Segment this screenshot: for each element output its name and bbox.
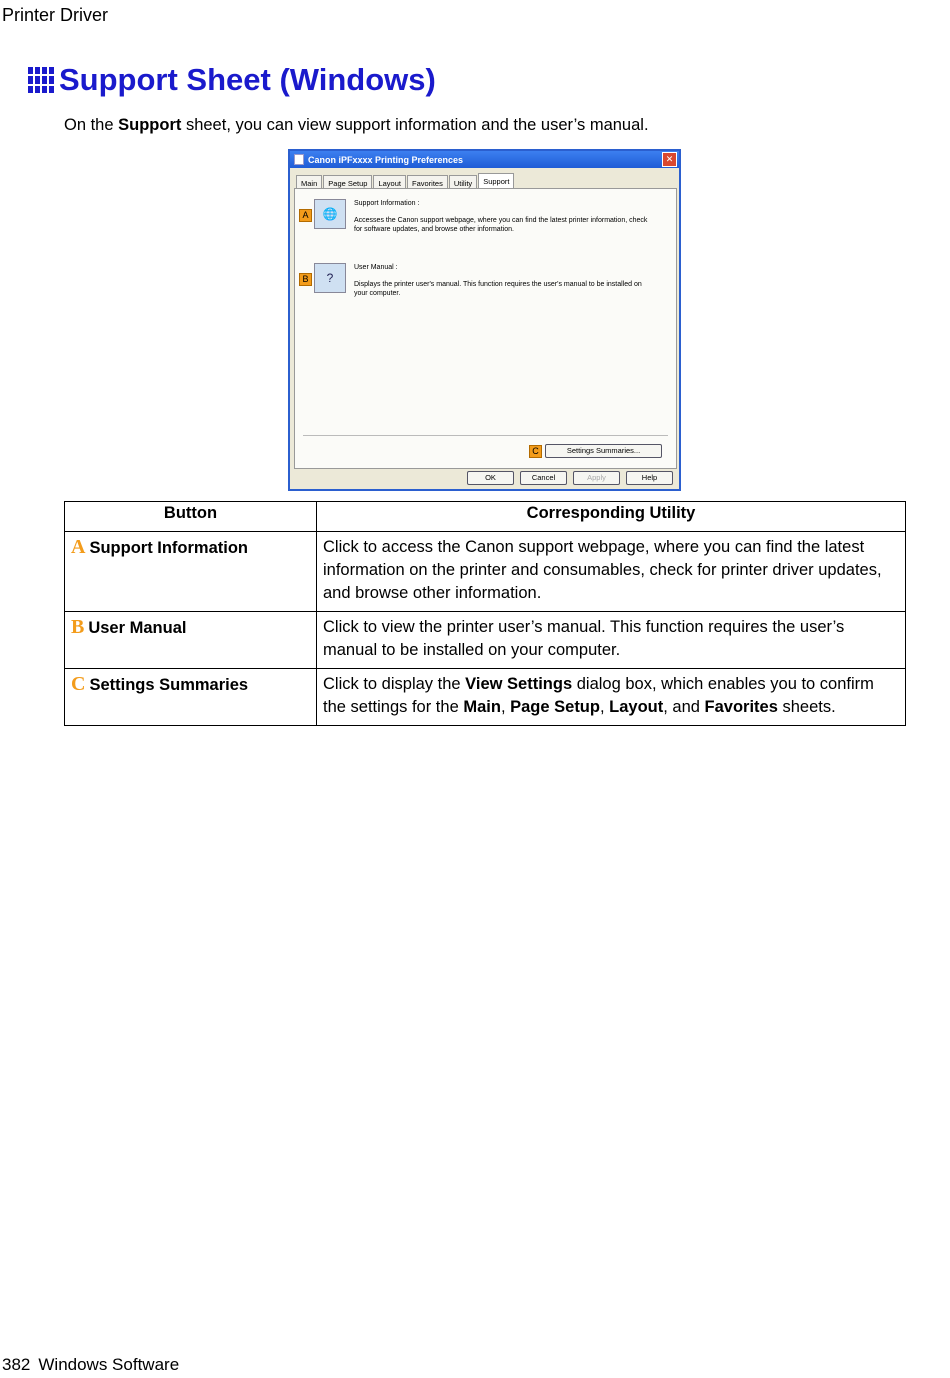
section-grid-icon (28, 67, 54, 93)
footer-section: Windows Software (38, 1355, 180, 1374)
button-name: User Manual (88, 619, 187, 637)
tab-utility[interactable]: Utility (449, 175, 477, 191)
desc-text: Click to display the (323, 675, 466, 693)
table-row (65, 669, 906, 726)
row-letter: A (71, 536, 86, 558)
dialog-footer (467, 471, 673, 485)
tab-favorites[interactable]: Favorites (407, 175, 448, 191)
tab-support[interactable]: Support (478, 173, 514, 191)
desc-text: , (500, 698, 511, 716)
row-letter: B (71, 616, 85, 638)
desc-text: , (599, 698, 610, 716)
printing-preferences-dialog (288, 149, 681, 491)
user-manual-icon[interactable]: ? (314, 263, 346, 293)
desc-text: sheets. (777, 698, 836, 716)
button-name: Settings Summaries (89, 676, 249, 694)
support-information-item (299, 199, 654, 234)
dialog-title: Canon iPFxxxx Printing Preferences (308, 154, 464, 165)
user-manual-text: Displays the printer user's manual. This function requires the user's manual to be installed on your computer. (354, 281, 642, 297)
description-cell (317, 532, 906, 612)
row-letter: C (71, 673, 86, 695)
intro-bold: Support (118, 116, 182, 134)
dialog-titlebar (290, 151, 679, 168)
settings-summaries-button[interactable]: Settings Summaries... (545, 444, 662, 458)
intro-paragraph (64, 116, 649, 135)
desc-bold: Layout (609, 698, 664, 716)
section-heading (28, 62, 436, 98)
badge-a: A (299, 209, 312, 222)
table-row (65, 532, 906, 612)
desc-bold: View Settings (465, 675, 573, 693)
description-cell (317, 612, 906, 669)
badge-c: C (529, 445, 542, 458)
table-row (65, 612, 906, 669)
support-information-heading: Support Information : (354, 200, 420, 207)
desc-text: Click to access the Canon support webpage, where you can find the latest information on the printer and consumables, check for printer driver updates, and browse other information. (323, 538, 882, 602)
table-header-button: Button (65, 502, 317, 532)
desc-bold: Favorites (704, 698, 778, 716)
apply-button: Apply (573, 471, 620, 485)
description-cell (317, 669, 906, 726)
intro-suffix: sheet, you can view support information and the user’s manual. (181, 116, 649, 134)
ok-button[interactable]: OK (467, 471, 514, 485)
button-cell (65, 669, 317, 726)
badge-b: B (299, 273, 312, 286)
button-cell (65, 612, 317, 669)
intro-prefix: On the (64, 116, 119, 134)
button-name: Support Information (89, 539, 249, 557)
support-panel (294, 188, 677, 469)
tab-page-setup[interactable]: Page Setup (323, 175, 372, 191)
button-cell (65, 532, 317, 612)
page-footer (2, 1355, 179, 1375)
page-title: Support Sheet (Windows) (59, 62, 436, 97)
divider (303, 435, 668, 436)
table-header-utility: Corresponding Utility (317, 502, 906, 532)
page-number: 382 (2, 1355, 31, 1374)
desc-bold: Page Setup (510, 698, 600, 716)
help-button[interactable]: Help (626, 471, 673, 485)
desc-text: dialog box, which enables you to confirm the settings for the (323, 675, 874, 716)
settings-summaries-row (529, 444, 662, 458)
printer-doc-icon (294, 154, 304, 165)
close-button[interactable]: ✕ (662, 152, 677, 167)
user-manual-item (299, 263, 654, 298)
desc-text: , and (663, 698, 705, 716)
desc-bold: Main (463, 698, 501, 716)
support-information-text: Accesses the Canon support webpage, where you can find the latest printer information, check for software updates, and browse other information. (354, 217, 648, 233)
desc-text: Click to view the printer user’s manual. This function requires the user’s manual to be installed on your computer. (323, 618, 845, 659)
support-information-icon[interactable]: 🌐 (314, 199, 346, 229)
utility-table (64, 501, 906, 726)
cancel-button[interactable]: Cancel (520, 471, 567, 485)
tab-layout[interactable]: Layout (373, 175, 406, 191)
tab-main[interactable]: Main (296, 175, 322, 191)
user-manual-heading: User Manual : (354, 264, 398, 271)
running-header: Printer Driver (2, 5, 109, 25)
